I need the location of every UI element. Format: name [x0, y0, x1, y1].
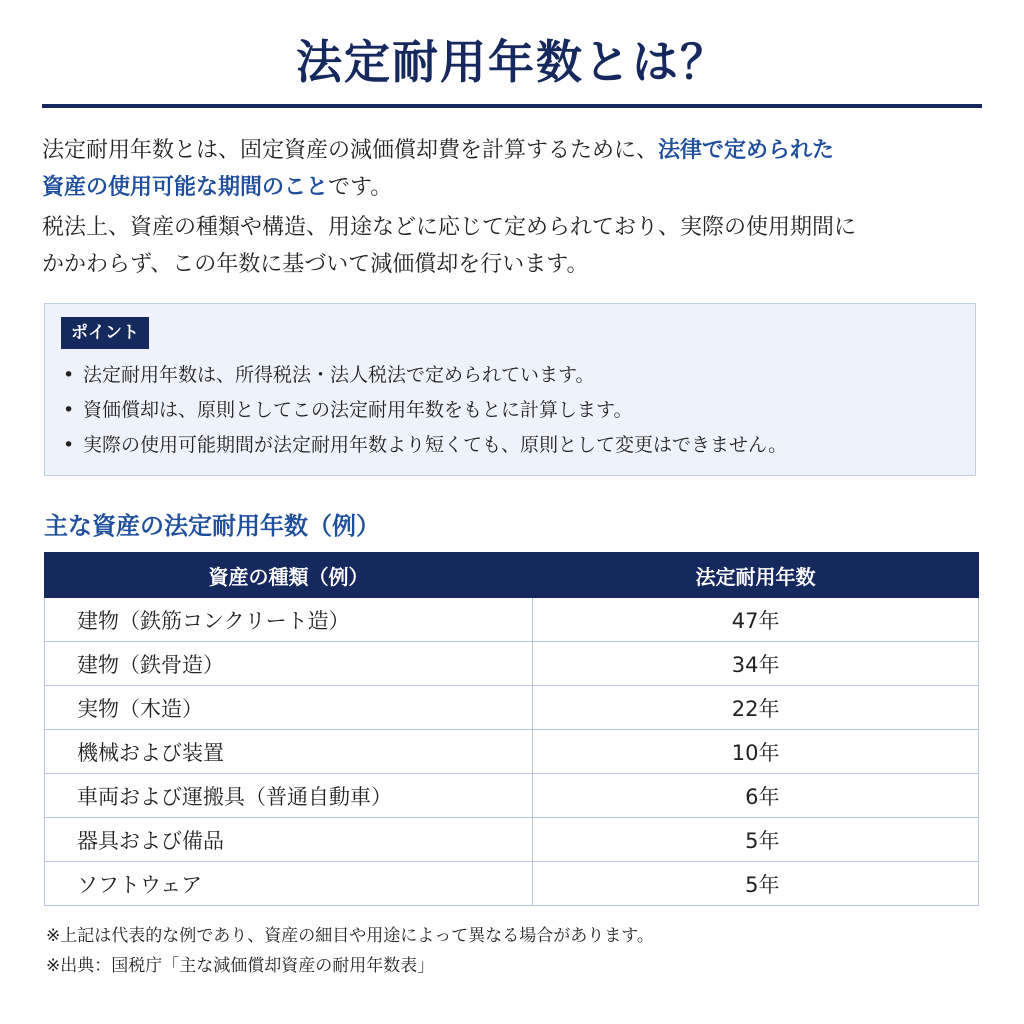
point-item-text: 実際の使用可能期間が法定耐用年数より短くても、原則として変更はできません。: [83, 434, 788, 456]
table-row: [45, 818, 979, 862]
useful-life-cell: [533, 862, 979, 906]
point-item: [63, 428, 787, 463]
asset-name-cell: 実物（木造）: [45, 686, 533, 730]
footnote-source: ※出典：国税庁「主な減価償却資産の耐用年数表」: [46, 956, 435, 976]
section-title: 主な資産の法定耐用年数（例）: [44, 512, 380, 540]
useful-life-cell: [533, 642, 979, 686]
useful-life-value: 34年: [731, 652, 780, 677]
table-row: [45, 774, 979, 818]
useful-life-cell: [533, 818, 979, 862]
useful-life-cell: [533, 598, 979, 642]
asset-name-cell: 建物（鉄筋コンクリート造）: [45, 598, 533, 642]
asset-name-cell: 器具および備品: [45, 818, 533, 862]
asset-name-cell: ソフトウェア: [45, 862, 533, 906]
useful-life-value: 10年: [731, 740, 780, 765]
useful-life-value: 5年: [745, 872, 780, 897]
table-header-row: [45, 553, 979, 598]
asset-name-cell: 車両および運搬具（普通自動車）: [45, 774, 533, 818]
useful-life-value: 22年: [731, 696, 780, 721]
point-item: [63, 358, 787, 393]
useful-life-value: 6年: [745, 784, 780, 809]
useful-life-table: [44, 552, 979, 906]
intro-text-after: です。: [328, 175, 393, 200]
title-divider: [42, 104, 982, 108]
bullet-icon: •: [63, 364, 75, 386]
intro-p2-line2: かかわらず、この年数に基づいて減価償却を行います。: [42, 252, 589, 277]
useful-life-cell: [533, 730, 979, 774]
intro-paragraph-2: [42, 209, 982, 283]
bullet-icon: •: [63, 434, 75, 456]
useful-life-cell: [533, 774, 979, 818]
table-row: [45, 686, 979, 730]
asset-name-cell: 建物（鉄骨造）: [45, 642, 533, 686]
intro-text: [42, 132, 982, 283]
point-box: [44, 303, 976, 476]
column-header-useful-life: 法定耐用年数: [533, 553, 979, 598]
table-row: [45, 642, 979, 686]
table-row: [45, 862, 979, 906]
intro-highlight-a: 法律で定められた: [658, 138, 835, 163]
column-header-asset-type: 資産の種類（例）: [45, 553, 533, 598]
useful-life-value: 47年: [731, 608, 780, 633]
intro-text-before: 法定耐用年数とは、固定資産の減価償却費を計算するために、: [42, 138, 659, 163]
page-title: 法定耐用年数とは？: [296, 35, 728, 89]
table-row: [45, 598, 979, 642]
point-item-text: 法定耐用年数は、所得税法・法人税法で定められています。: [83, 364, 595, 386]
point-item: [63, 393, 787, 428]
intro-highlight-b: 資産の使用可能な期間のこと: [42, 175, 329, 200]
footnote-note: ※上記は代表的な例であり、資産の細目や用途によって異なる場合があります。: [46, 926, 654, 946]
intro-paragraph-1: [42, 132, 982, 206]
footnotes: [46, 921, 654, 981]
useful-life-cell: [533, 686, 979, 730]
intro-p2-line1: 税法上、資産の種類や構造、用途などに応じて定められており、実際の使用期間に: [42, 215, 857, 240]
bullet-icon: •: [63, 399, 75, 421]
point-list: [63, 358, 787, 463]
table-row: [45, 730, 979, 774]
useful-life-value: 5年: [745, 828, 780, 853]
point-item-text: 資価償却は、原則としてこの法定耐用年数をもとに計算します。: [83, 399, 633, 421]
asset-name-cell: 機械および装置: [45, 730, 533, 774]
point-tag: ポイント: [61, 317, 149, 349]
